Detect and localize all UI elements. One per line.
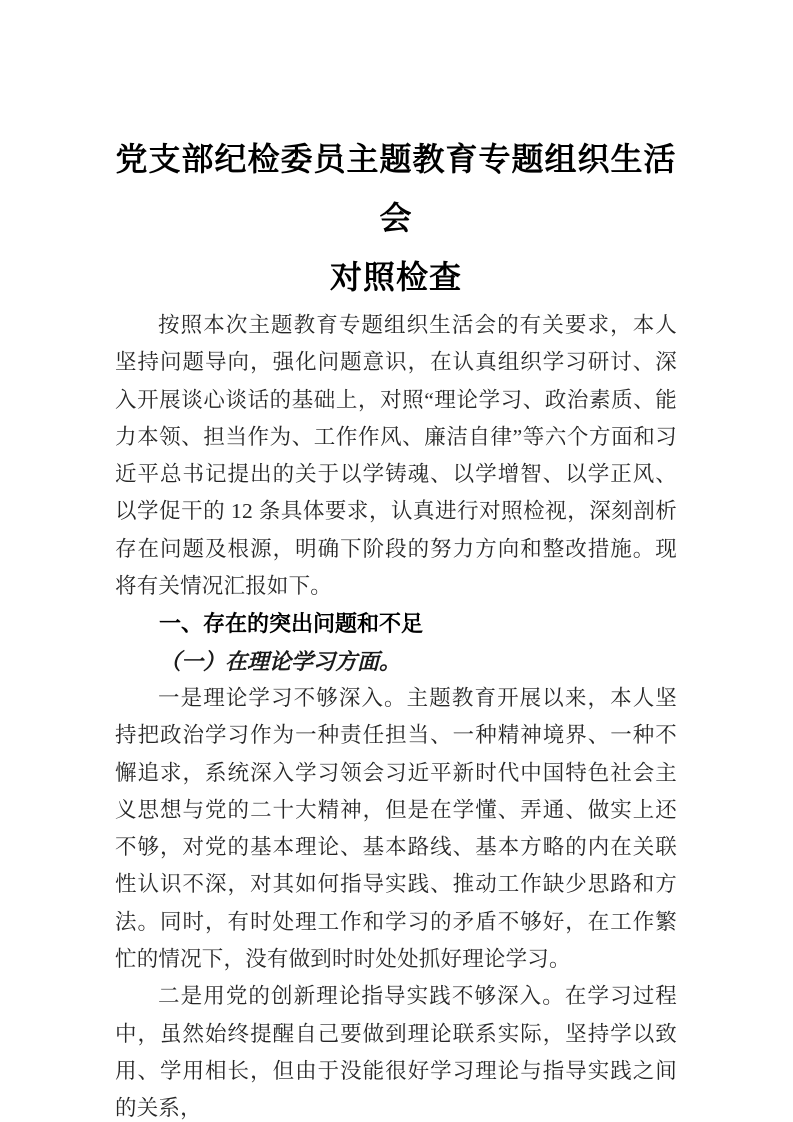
- subsection-1-1-heading: （一）在理论学习方面。: [159, 648, 402, 674]
- page-title-line-1: 党支部纪检委员主题教育专题组织生活会: [115, 141, 677, 236]
- page-title-line-2: 对照检查: [329, 259, 462, 295]
- intro-paragraph: 按照本次主题教育专题组织生活会的有关要求，本人坚持问题导向，强化问题意识，在认真组织学习研讨、深入开展谈心谈话的基础上，对照“理论学习、政治素质、能力本领、担当作为、工作作风、廉洁自律”等六个方面和习近平总书记提出的关于以学铸魂、以学增智、以学正风、以学促干的 12 条具体要求，认真进行对照检视，深刻剖析存在问题及根源，明确下阶段的努力方向和整改措施。现将有关情况汇报如下。: [115, 313, 677, 599]
- page-title: [115, 130, 677, 307]
- section-1-heading: 一、存在的突出问题和不足: [159, 611, 424, 637]
- section-1-paragraph-1: 一是理论学习不够深入。主题教育开展以来，本人坚持把政治学习作为一种责任担当、一种精神境界、一种不懈追求，系统深入学习领会习近平新时代中国特色社会主义思想与党的二十大精神，但是在学懂、弄通、做实上还不够，对党的基本理论、基本路线、基本方略的内在关联性认识不深，对其如何指导实践、推动工作缺少思路和方法。同时，有时处理工作和学习的矛盾不够好，在工作繁忙的情况下，没有做到时时处处抓好理论学习。: [115, 685, 677, 972]
- section-1-paragraph-2: 二是用党的创新理论指导实践不够深入。在学习过程中，虽然始终提醒自己要做到理论联系实际，坚持学以致用、学用相长，但由于没能很好学习理论与指导实践之间的关系，: [115, 984, 677, 1121]
- document-content: [115, 130, 677, 1122]
